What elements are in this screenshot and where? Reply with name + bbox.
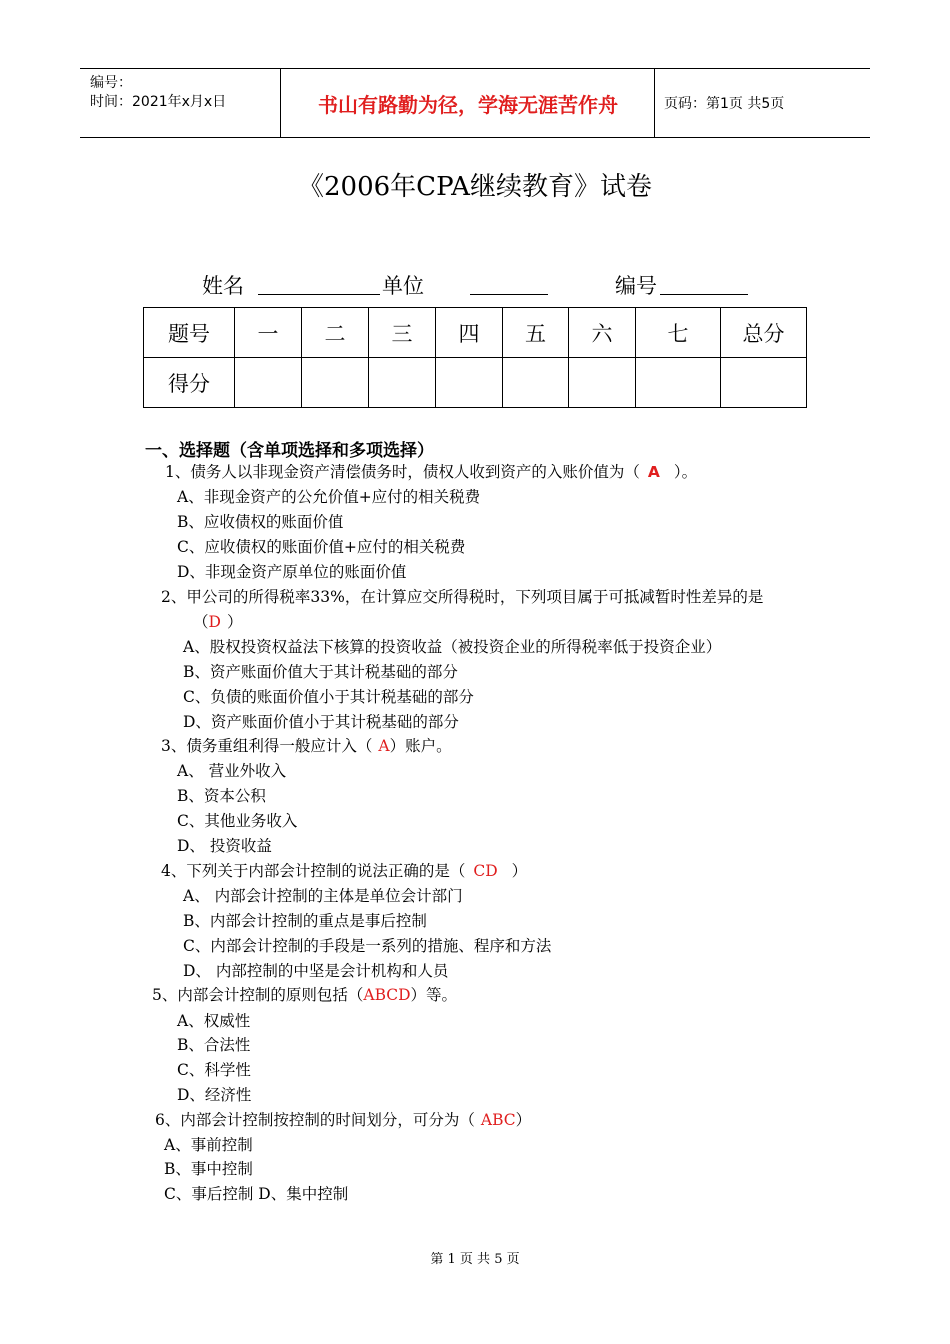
score-table-header-row	[144, 308, 807, 358]
question-text: 6、内部会计控制按控制的时间划分，可分为（	[155, 1111, 475, 1129]
unit-blank	[470, 294, 548, 295]
score-cell[interactable]	[569, 358, 636, 408]
name-blank	[258, 294, 380, 295]
question-5	[152, 985, 457, 1005]
option: A、权威性	[177, 1012, 251, 1030]
time-label: 时间：2021年x月x日	[90, 94, 227, 110]
score-cell[interactable]	[302, 358, 369, 408]
question-text: （	[193, 613, 209, 631]
question-text: 1、债务人以非现金资产清偿债务时，债权人收到资产的入账价值为（	[165, 463, 640, 481]
option: C、内部会计控制的手段是一系列的措施、程序和方法	[183, 937, 552, 955]
answer-text: ABC	[480, 1111, 516, 1129]
name-label: 姓名	[202, 274, 244, 298]
option: C、应收债权的账面价值+应付的相关税费	[177, 538, 466, 556]
score-cell[interactable]	[369, 358, 436, 408]
table-header-cell: 三	[369, 308, 436, 358]
header-divider	[280, 69, 281, 137]
answer-text: D	[208, 613, 221, 631]
option: A、股权投资权益法下核算的投资收益（被投资企业的所得税率低于投资企业）	[183, 638, 722, 656]
option: D、 内部控制的中坚是会计机构和人员	[183, 962, 449, 980]
option: B、合法性	[177, 1036, 251, 1054]
code-label: 编号	[615, 274, 657, 298]
question-2-answer-line	[193, 612, 242, 632]
question-text: ）等。	[410, 986, 458, 1004]
option: B、资产账面价值大于其计税基础的部分	[183, 663, 458, 681]
table-header-cell: 四	[436, 308, 503, 358]
answer-text: ABCD	[363, 986, 411, 1004]
option: C、科学性	[177, 1061, 251, 1079]
option: D、经济性	[177, 1086, 252, 1104]
section-title: 一、选择题（含单项选择和多项选择）	[145, 441, 434, 461]
table-header-cell: 二	[302, 308, 369, 358]
option: C、负债的账面价值小于其计税基础的部分	[183, 688, 474, 706]
page-header	[80, 68, 870, 138]
table-header-cell: 六	[569, 308, 636, 358]
question-text: ）。	[673, 463, 698, 481]
question-4	[161, 861, 527, 881]
answer-text: A	[647, 463, 660, 481]
table-header-cell: 一	[235, 308, 302, 358]
question-text: ）	[515, 1111, 532, 1129]
question-text: ）	[511, 862, 528, 880]
option: A、非现金资产的公允价值+应付的相关税费	[177, 488, 481, 506]
option: A、事前控制	[164, 1136, 253, 1154]
question-text: ）账户。	[389, 737, 452, 755]
option: C、事后控制 D、集中控制	[164, 1185, 349, 1203]
option: B、事中控制	[164, 1160, 253, 1178]
option: D、资产账面价值小于其计税基础的部分	[183, 713, 459, 731]
option: A、 内部会计控制的主体是单位会计部门	[183, 887, 463, 905]
option: D、 投资收益	[177, 837, 272, 855]
question-1	[165, 462, 697, 482]
question-2: 2、甲公司的所得税率33%，在计算应交所得税时，下列项目属于可抵减暂时性差异的是	[161, 588, 764, 606]
code-blank	[660, 294, 748, 295]
page-footer: 第 1 页 共 5 页	[430, 1252, 520, 1267]
option: B、资本公积	[177, 787, 266, 805]
score-cell[interactable]	[235, 358, 302, 408]
option: C、其他业务收入	[177, 812, 298, 830]
table-header-cell: 五	[503, 308, 569, 358]
number-label: 编号：	[90, 75, 132, 91]
score-cell[interactable]	[721, 358, 807, 408]
option: B、应收债权的账面价值	[177, 513, 344, 531]
question-text: ）	[226, 613, 243, 631]
score-cell[interactable]	[503, 358, 569, 408]
question-3	[161, 736, 452, 756]
table-header-cell: 总分	[721, 308, 807, 358]
exam-title: 《2006年CPA继续教育》试卷	[298, 172, 652, 202]
option: A、 营业外收入	[177, 762, 287, 780]
score-table	[143, 307, 807, 408]
header-meta	[80, 69, 280, 137]
answer-text: A	[378, 737, 390, 755]
score-cell[interactable]	[636, 358, 721, 408]
question-text: 5、内部会计控制的原则包括（	[152, 986, 364, 1004]
header-motto: 书山有路勤为径，学海无涯苦作舟	[318, 92, 618, 117]
question-6	[155, 1110, 531, 1130]
question-text: 4、下列关于内部会计控制的说法正确的是（	[161, 862, 466, 880]
header-page-info: 页码：第1页 共5页	[664, 96, 785, 112]
answer-text: CD	[473, 862, 498, 880]
score-row-label: 得分	[144, 358, 235, 408]
unit-label: 单位	[382, 274, 424, 298]
score-cell[interactable]	[436, 358, 503, 408]
table-header-cell: 七	[636, 308, 721, 358]
option: B、内部会计控制的重点是事后控制	[183, 912, 427, 930]
option: D、非现金资产原单位的账面价值	[177, 563, 407, 581]
question-text: 3、债务重组利得一般应计入（	[161, 737, 373, 755]
table-header-cell: 题号	[144, 308, 235, 358]
header-divider	[654, 69, 655, 137]
score-table-score-row	[144, 358, 807, 408]
